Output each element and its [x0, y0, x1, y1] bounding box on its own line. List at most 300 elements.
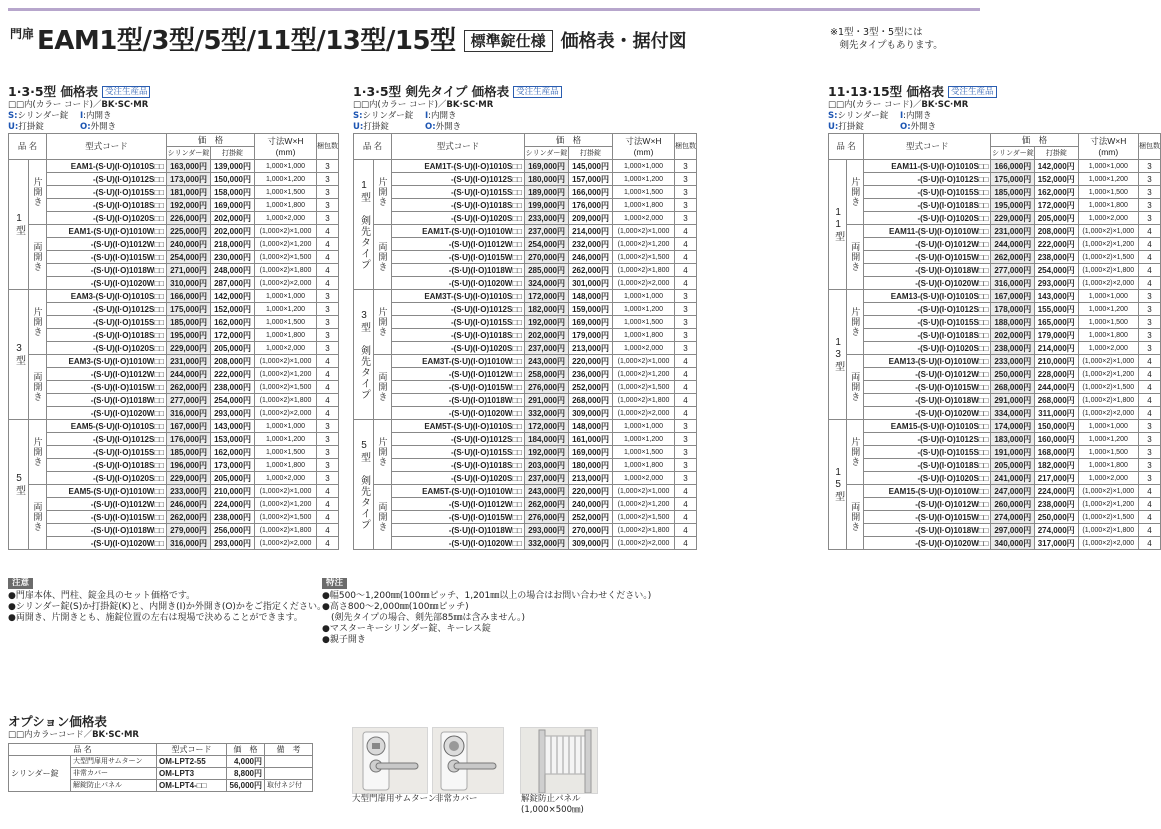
dimension: 1,000×2,000 — [1078, 342, 1138, 355]
price-latch: 213,000円 — [569, 342, 613, 355]
opening-cell: 両開き — [29, 225, 47, 290]
col-name: 品 名 — [354, 134, 392, 160]
price-latch: 169,000円 — [569, 446, 613, 459]
dimension: (1,000×2)×1,000 — [1078, 225, 1138, 238]
table-row — [9, 394, 339, 407]
table-row — [354, 355, 697, 368]
table-row — [354, 199, 697, 212]
package-count: 3 — [317, 186, 339, 199]
price-latch: 169,000円 — [569, 316, 613, 329]
model-code: -(S·U)(I·O)1018S□□ — [864, 199, 991, 212]
options-col-price: 価 格 — [227, 744, 265, 756]
table-row — [354, 342, 697, 355]
lock-legend — [8, 111, 339, 133]
price-cylinder: 332,000円 — [525, 537, 569, 550]
legend-item — [8, 111, 68, 122]
price-latch: 287,000円 — [211, 277, 255, 290]
col-code: 型式コード — [47, 134, 167, 160]
color-code-note — [8, 100, 339, 111]
dimension: 1,000×2,000 — [613, 212, 675, 225]
dimension: (1,000×2)×1,000 — [1078, 355, 1138, 368]
price-latch: 209,000円 — [569, 212, 613, 225]
top-note-line: ※1型・3型・5型には — [830, 27, 923, 38]
price-cylinder: 237,000円 — [525, 342, 569, 355]
thumbturn-image — [353, 728, 427, 793]
dimension: (1,000×2)×1,000 — [613, 225, 675, 238]
model-code: -(S·U)(I·O)1018W□□ — [47, 394, 167, 407]
legend-key: O: — [900, 122, 911, 132]
price-cylinder: 188,000円 — [991, 316, 1035, 329]
price-cylinder: 277,000円 — [167, 394, 211, 407]
table-row — [9, 537, 339, 550]
price-latch: 150,000円 — [211, 173, 255, 186]
table-row — [354, 511, 697, 524]
price-cylinder: 166,000円 — [991, 160, 1035, 173]
price-latch: 317,000円 — [1035, 537, 1078, 550]
opening-cell: 片開き — [374, 290, 392, 355]
price-cylinder: 233,000円 — [167, 485, 211, 498]
price-cylinder: 279,000円 — [167, 524, 211, 537]
table-row — [354, 212, 697, 225]
col-code: 型式コード — [392, 134, 525, 160]
table-row — [354, 537, 697, 550]
dimension: 1,000×1,000 — [255, 420, 317, 433]
table-header-row — [9, 134, 339, 147]
legend-text: 外開き — [90, 122, 117, 132]
opening-cell: 両開き — [374, 485, 392, 550]
dimension: (1,000×2)×1,000 — [255, 355, 317, 368]
model-code: -(S·U)(I·O)1018S□□ — [392, 459, 525, 472]
price-cylinder: 277,000円 — [991, 264, 1035, 277]
legend-key: I — [900, 111, 904, 121]
price-cylinder: 254,000円 — [167, 251, 211, 264]
price-cylinder: 166,000円 — [167, 290, 211, 303]
dimension: 1,000×2,000 — [1078, 212, 1138, 225]
table-row — [829, 407, 1161, 420]
price-cylinder: 191,000円 — [991, 446, 1035, 459]
package-count: 4 — [675, 524, 697, 537]
model-code: -(S·U)(I·O)1012S□□ — [392, 433, 525, 446]
price-latch: 309,000円 — [569, 407, 613, 420]
price-latch: 150,000円 — [1035, 420, 1078, 433]
price-latch: 159,000円 — [569, 303, 613, 316]
model-code: -(S·U)(I·O)1020S□□ — [392, 342, 525, 355]
model-code: -(S·U)(I·O)1015W□□ — [864, 381, 991, 394]
price-latch: 274,000円 — [1035, 524, 1078, 537]
dimension: (1,000×2)×2,000 — [1078, 407, 1138, 420]
dimension: 1,000×1,200 — [613, 303, 675, 316]
price-latch: 205,000円 — [211, 472, 255, 485]
model-code: -(S·U)(I·O)1018W□□ — [392, 524, 525, 537]
dimension: (1,000×2)×1,800 — [255, 264, 317, 277]
legend-item — [8, 122, 44, 133]
package-count: 3 — [317, 446, 339, 459]
package-count: 4 — [675, 238, 697, 251]
package-count: 3 — [675, 199, 697, 212]
price-latch: 210,000円 — [1035, 355, 1078, 368]
package-count: 4 — [317, 368, 339, 381]
model-code: -(S·U)(I·O)1020S□□ — [47, 342, 167, 355]
price-cylinder: 226,000円 — [167, 212, 211, 225]
section-title — [353, 84, 697, 100]
option-code: OM-LPT4-□□ — [157, 780, 227, 792]
price-latch: 311,000円 — [1035, 407, 1078, 420]
model-code: -(S·U)(I·O)1015W□□ — [392, 251, 525, 264]
dimension: 1,000×1,500 — [255, 186, 317, 199]
col-count: 梱包数 — [1138, 134, 1160, 160]
model-code: -(S·U)(I·O)1015W□□ — [47, 251, 167, 264]
page-title — [10, 22, 687, 56]
price-latch: 213,000円 — [569, 472, 613, 485]
legend-text: 打掛錠 — [363, 122, 389, 132]
model-code: -(S·U)(I·O)1020W□□ — [864, 407, 991, 420]
price-cylinder: 237,000円 — [525, 225, 569, 238]
dimension: (1,000×2)×1,000 — [255, 225, 317, 238]
package-count: 4 — [317, 498, 339, 511]
section-title-text: 11·13·15型 価格表 — [828, 84, 945, 99]
option-code: OM-LPT2-55 — [157, 756, 227, 768]
price-cylinder: 181,000円 — [167, 186, 211, 199]
price-cylinder: 262,000円 — [991, 251, 1035, 264]
model-code: -(S·U)(I·O)1012W□□ — [864, 238, 991, 251]
color-codes: BK·SC·MR — [921, 100, 969, 110]
model-code: -(S·U)(I·O)1020S□□ — [47, 472, 167, 485]
model-code: EAM11-(S·U)(I·O)1010S□□ — [864, 160, 991, 173]
price-cylinder: 167,000円 — [991, 290, 1035, 303]
dimension: (1,000×2)×1,200 — [255, 368, 317, 381]
dimension: (1,000×2)×2,000 — [613, 537, 675, 550]
price-cylinder: 243,000円 — [525, 355, 569, 368]
option-code: OM-LPT3 — [157, 768, 227, 780]
table-row — [9, 225, 339, 238]
price-latch: 238,000円 — [211, 511, 255, 524]
package-count: 4 — [1138, 368, 1160, 381]
legend-item — [425, 111, 457, 122]
table-row — [354, 251, 697, 264]
table-row — [9, 264, 339, 277]
price-latch: 301,000円 — [569, 277, 613, 290]
price-latch: 218,000円 — [211, 238, 255, 251]
dimension: 1,000×2,000 — [255, 472, 317, 485]
price-latch: 270,000円 — [569, 524, 613, 537]
legend-text: 外開き — [910, 122, 937, 132]
dimension: 1,000×1,000 — [613, 160, 675, 173]
model-code: -(S·U)(I·O)1018S□□ — [864, 329, 991, 342]
table-row — [829, 394, 1161, 407]
price-cylinder: 324,000円 — [525, 277, 569, 290]
legend-text: シリンダー錠 — [362, 111, 414, 121]
table-row — [9, 303, 339, 316]
table-row — [829, 433, 1161, 446]
table-row — [354, 381, 697, 394]
options-header-row — [9, 744, 313, 756]
table-row — [829, 303, 1161, 316]
made-to-order-tag: 受注生産品 — [513, 86, 562, 98]
color-codes: BK·SC·MR — [101, 100, 149, 110]
table-row — [9, 511, 339, 524]
package-count: 4 — [317, 277, 339, 290]
price-cylinder: 195,000円 — [167, 329, 211, 342]
price-latch: 228,000円 — [1035, 368, 1078, 381]
dimension: (1,000×2)×2,000 — [613, 277, 675, 290]
price-latch: 180,000円 — [569, 459, 613, 472]
price-cylinder: 268,000円 — [991, 381, 1035, 394]
model-code: -(S·U)(I·O)1020S□□ — [864, 212, 991, 225]
section-title-text: 1·3·5型 剣先タイプ 価格表 — [353, 84, 510, 99]
option-note: 取付ネジ付 — [265, 780, 313, 792]
legend-item — [80, 111, 112, 122]
dimension: (1,000×2)×1,800 — [613, 524, 675, 537]
model-code: -(S·U)(I·O)1018W□□ — [864, 524, 991, 537]
package-count: 4 — [1138, 498, 1160, 511]
table-row — [829, 173, 1161, 186]
model-code: -(S·U)(I·O)1015W□□ — [392, 381, 525, 394]
dimension: 1,000×1,500 — [255, 446, 317, 459]
table-row — [9, 498, 339, 511]
package-count: 4 — [317, 524, 339, 537]
table-row — [354, 290, 697, 303]
model-code: EAM1-(S·U)(I·O)1010S□□ — [47, 160, 167, 173]
dimension: (1,000×2)×1,800 — [1078, 264, 1138, 277]
price-cylinder: 173,000円 — [167, 173, 211, 186]
price-latch: 161,000円 — [569, 433, 613, 446]
package-count: 3 — [1138, 199, 1160, 212]
price-cylinder: 192,000円 — [167, 199, 211, 212]
model-code: EAM5-(S·U)(I·O)1010S□□ — [47, 420, 167, 433]
table-row — [9, 290, 339, 303]
options-color-note-label: □□内カラーコード／ — [8, 730, 93, 740]
dimension: (1,000×2)×1,500 — [1078, 251, 1138, 264]
price-cylinder: 229,000円 — [991, 212, 1035, 225]
price-cylinder: 183,000円 — [991, 433, 1035, 446]
package-count: 3 — [317, 160, 339, 173]
price-cylinder: 334,000円 — [991, 407, 1035, 420]
price-latch: 172,000円 — [1035, 199, 1078, 212]
price-latch: 145,000円 — [569, 160, 613, 173]
dimension: 1,000×1,800 — [1078, 459, 1138, 472]
model-cell: 11型 — [829, 160, 847, 290]
package-count: 3 — [675, 446, 697, 459]
package-count: 4 — [675, 485, 697, 498]
col-cylinder: シリンダー錠 — [991, 147, 1035, 160]
dimension: (1,000×2)×1,500 — [255, 381, 317, 394]
price-latch: 220,000円 — [569, 485, 613, 498]
price-latch: 173,000円 — [211, 459, 255, 472]
price-latch: 169,000円 — [211, 199, 255, 212]
table-header-row — [829, 134, 1161, 147]
package-count: 3 — [675, 472, 697, 485]
price-cylinder: 247,000円 — [991, 485, 1035, 498]
dimension: 1,000×1,000 — [255, 160, 317, 173]
price-latch: 238,000円 — [1035, 251, 1078, 264]
price-latch: 222,000円 — [1035, 238, 1078, 251]
model-code: -(S·U)(I·O)1018S□□ — [47, 199, 167, 212]
table-row — [9, 472, 339, 485]
price-cylinder: 297,000円 — [991, 524, 1035, 537]
price-latch: 148,000円 — [569, 290, 613, 303]
package-count: 4 — [317, 381, 339, 394]
table-row — [9, 407, 339, 420]
table-row — [829, 264, 1161, 277]
model-code: -(S·U)(I·O)1012S□□ — [864, 303, 991, 316]
price-latch: 208,000円 — [1035, 225, 1078, 238]
color-code-note-label: □□内(カラー コード)／ — [828, 100, 922, 110]
price-cylinder: 202,000円 — [991, 329, 1035, 342]
price-latch: 152,000円 — [211, 303, 255, 316]
model-code: -(S·U)(I·O)1020W□□ — [392, 407, 525, 420]
package-count: 3 — [317, 329, 339, 342]
legend-item — [900, 111, 932, 122]
price-cylinder: 225,000円 — [167, 225, 211, 238]
model-code: -(S·U)(I·O)1012S□□ — [392, 173, 525, 186]
price-latch: 162,000円 — [1035, 186, 1078, 199]
model-code: -(S·U)(I·O)1018S□□ — [392, 199, 525, 212]
package-count: 4 — [675, 264, 697, 277]
price-cylinder: 262,000円 — [167, 381, 211, 394]
opening-cell: 片開き — [847, 420, 864, 485]
model-code: EAM1-(S·U)(I·O)1010W□□ — [47, 225, 167, 238]
package-count: 3 — [675, 186, 697, 199]
model-cell: 3型 — [9, 290, 29, 420]
price-latch: 238,000円 — [211, 381, 255, 394]
model-code: -(S·U)(I·O)1012S□□ — [864, 173, 991, 186]
legend-key: U: — [828, 122, 839, 132]
legend-item — [900, 122, 936, 133]
legend-key: S: — [353, 111, 363, 121]
price-latch: 222,000円 — [211, 368, 255, 381]
price-cylinder: 192,000円 — [525, 316, 569, 329]
dimension: (1,000×2)×1,200 — [1078, 238, 1138, 251]
dimension: (1,000×2)×1,500 — [613, 381, 675, 394]
dimension: (1,000×2)×1,500 — [255, 511, 317, 524]
model-code: -(S·U)(I·O)1020S□□ — [392, 472, 525, 485]
option-note — [265, 756, 313, 768]
made-to-order-tag: 受注生産品 — [948, 86, 997, 98]
price-cylinder: 182,000円 — [525, 303, 569, 316]
price-cylinder: 174,000円 — [991, 420, 1035, 433]
dimension: (1,000×2)×2,000 — [613, 407, 675, 420]
col-dim — [255, 134, 317, 160]
options-col-note: 備 考 — [265, 744, 313, 756]
package-count: 4 — [675, 251, 697, 264]
dimension: 1,000×1,800 — [613, 199, 675, 212]
package-count: 4 — [675, 498, 697, 511]
dimension: 1,000×1,500 — [1078, 316, 1138, 329]
price-latch: 155,000円 — [1035, 303, 1078, 316]
dimension: 1,000×1,200 — [613, 433, 675, 446]
model-code: EAM15-(S·U)(I·O)1010W□□ — [864, 485, 991, 498]
dimension: (1,000×2)×1,800 — [255, 394, 317, 407]
price-table — [353, 133, 697, 550]
price-latch: 172,000円 — [211, 329, 255, 342]
package-count: 3 — [675, 290, 697, 303]
price-cylinder: 176,000円 — [167, 433, 211, 446]
color-code-note-label: □□内(カラー コード)／ — [353, 100, 447, 110]
price-cylinder: 185,000円 — [167, 446, 211, 459]
dimension: 1,000×1,000 — [613, 290, 675, 303]
dimension: 1,000×2,000 — [255, 212, 317, 225]
legend-key: U: — [8, 122, 19, 132]
section-title-text: 1·3·5型 価格表 — [8, 84, 98, 99]
col-dim-label: 寸法W×H — [267, 135, 304, 146]
price-cylinder: 246,000円 — [167, 498, 211, 511]
price-latch: 232,000円 — [569, 238, 613, 251]
dimension: 1,000×1,200 — [255, 433, 317, 446]
dimension: 1,000×1,500 — [613, 316, 675, 329]
price-cylinder: 169,000円 — [525, 160, 569, 173]
price-latch: 143,000円 — [211, 420, 255, 433]
table-row — [354, 420, 697, 433]
package-count: 4 — [675, 368, 697, 381]
package-count: 4 — [675, 407, 697, 420]
options-row — [9, 756, 313, 768]
legend-key: I — [80, 111, 84, 121]
package-count: 4 — [317, 238, 339, 251]
opening-cell: 片開き — [29, 420, 47, 485]
package-count: 3 — [1138, 173, 1160, 186]
package-count: 3 — [317, 303, 339, 316]
table-row — [9, 342, 339, 355]
anti-unlock-panel-photo — [520, 727, 598, 794]
dimension: (1,000×2)×1,800 — [255, 524, 317, 537]
price-cylinder: 254,000円 — [525, 238, 569, 251]
col-count: 梱包数 — [675, 134, 697, 160]
table-row — [829, 368, 1161, 381]
price-latch: 252,000円 — [569, 511, 613, 524]
price-cylinder: 178,000円 — [991, 303, 1035, 316]
model-code: EAM11-(S·U)(I·O)1010W□□ — [864, 225, 991, 238]
price-latch: 165,000円 — [1035, 316, 1078, 329]
dimension: 1,000×2,000 — [613, 342, 675, 355]
opening-cell: 片開き — [29, 290, 47, 355]
legend-key: S: — [828, 111, 838, 121]
dimension: (1,000×2)×1,000 — [613, 355, 675, 368]
price-cylinder: 192,000円 — [525, 446, 569, 459]
model-code: -(S·U)(I·O)1018S□□ — [864, 459, 991, 472]
price-latch: 268,000円 — [1035, 394, 1078, 407]
table-row — [9, 277, 339, 290]
package-count: 4 — [317, 225, 339, 238]
model-code: -(S·U)(I·O)1012W□□ — [392, 368, 525, 381]
model-code: -(S·U)(I·O)1015S□□ — [864, 186, 991, 199]
table-row — [829, 251, 1161, 264]
package-count: 4 — [1138, 407, 1160, 420]
top-note-line: 剣先タイプもあります。 — [830, 40, 943, 51]
price-cylinder: 285,000円 — [525, 264, 569, 277]
legend-item — [828, 122, 864, 133]
emergency-cover-caption: 非常カバー — [435, 794, 478, 804]
table-row — [354, 303, 697, 316]
col-dim — [613, 134, 675, 160]
model-code: -(S·U)(I·O)1015S□□ — [864, 446, 991, 459]
table-header-row — [354, 134, 697, 147]
legend-text: :内開き — [903, 111, 932, 121]
price-cylinder: 189,000円 — [525, 186, 569, 199]
price-latch: 162,000円 — [211, 316, 255, 329]
opening-cell: 片開き — [374, 420, 392, 485]
package-count: 4 — [675, 511, 697, 524]
price-cylinder: 231,000円 — [991, 225, 1035, 238]
model-code: -(S·U)(I·O)1020W□□ — [392, 277, 525, 290]
model-cell: 5型 — [9, 420, 29, 550]
package-count: 4 — [1138, 225, 1160, 238]
package-count: 3 — [317, 472, 339, 485]
model-code: -(S·U)(I·O)1020W□□ — [392, 537, 525, 550]
model-code: EAM13-(S·U)(I·O)1010S□□ — [864, 290, 991, 303]
price-cylinder: 175,000円 — [167, 303, 211, 316]
price-latch: 182,000円 — [1035, 459, 1078, 472]
price-section-3 — [828, 84, 1161, 550]
